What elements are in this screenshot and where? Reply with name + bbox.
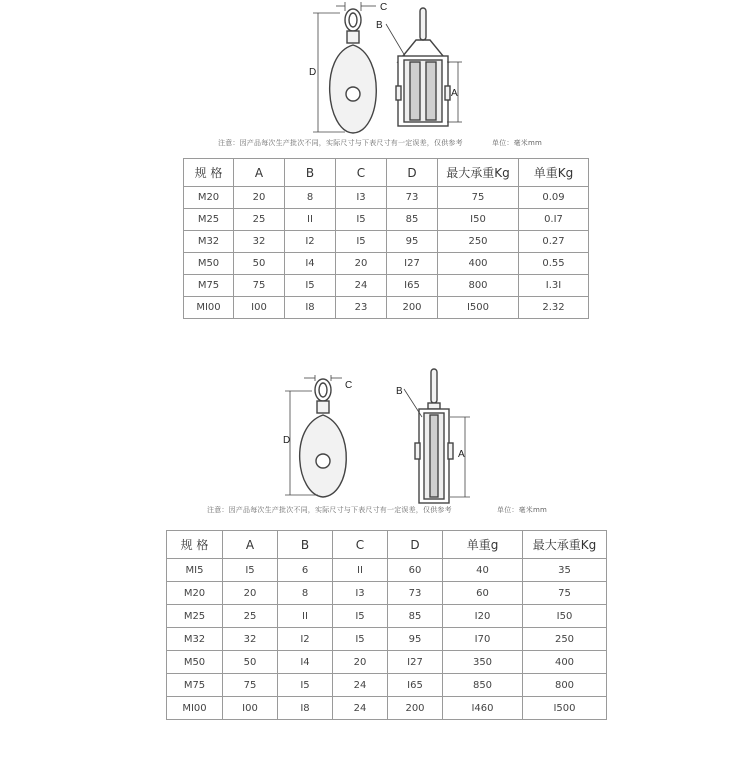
table-cell: M50 — [167, 651, 223, 674]
table-cell: M75 — [167, 674, 223, 697]
table-row — [184, 253, 589, 275]
pulley-front-view — [300, 379, 347, 497]
table-row — [167, 674, 607, 697]
table-cell: 400 — [438, 253, 519, 275]
tolerance-note: 注意：因产品每次生产批次不同，实际尺寸与下表尺寸有一定误差，仅供参考 — [207, 506, 452, 514]
table-cell: 85 — [388, 605, 443, 628]
label-c: C — [345, 380, 353, 391]
table-cell: 75 — [223, 674, 278, 697]
table-cell: 250 — [523, 628, 607, 651]
table-row — [184, 231, 589, 253]
table-cell: II — [285, 209, 336, 231]
table-cell: I8 — [285, 297, 336, 319]
unit-note: 单位：毫米mm — [497, 506, 548, 514]
table-cell: M25 — [167, 605, 223, 628]
table-cell: 0.27 — [519, 231, 589, 253]
table-row — [184, 297, 589, 319]
table-cell: 95 — [388, 628, 443, 651]
table-cell: I.3I — [519, 275, 589, 297]
table-cell: I65 — [388, 674, 443, 697]
table-cell: I3 — [336, 187, 387, 209]
table-cell: 0.55 — [519, 253, 589, 275]
single-pulley-dimension-drawing — [0, 365, 750, 505]
table-cell: 2.32 — [519, 297, 589, 319]
table-cell: I00 — [223, 697, 278, 720]
table-cell: M75 — [184, 275, 234, 297]
table-cell: 60 — [443, 582, 523, 605]
table-cell: I500 — [438, 297, 519, 319]
table-cell: 20 — [234, 187, 285, 209]
table-cell: I460 — [443, 697, 523, 720]
table-cell: I5 — [278, 674, 333, 697]
table-cell: I8 — [278, 697, 333, 720]
table-cell: 23 — [336, 297, 387, 319]
header-cell: 最大承重Kg — [438, 159, 519, 187]
table-cell: I2 — [285, 231, 336, 253]
header-cell: B — [285, 159, 336, 187]
table-cell: 40 — [443, 559, 523, 582]
table-row — [167, 605, 607, 628]
header-cell: 规 格 — [184, 159, 234, 187]
table-cell: 75 — [438, 187, 519, 209]
header-cell: D — [388, 531, 443, 559]
table-cell: I5 — [333, 628, 388, 651]
table-cell: 24 — [333, 697, 388, 720]
table-cell: II — [333, 559, 388, 582]
table-cell: 32 — [234, 231, 285, 253]
table-cell: 800 — [523, 674, 607, 697]
label-c: C — [380, 2, 388, 13]
table-cell: 8 — [285, 187, 336, 209]
label-d: D — [283, 435, 291, 446]
table-header-row — [167, 531, 607, 559]
table-cell: I27 — [388, 651, 443, 674]
spec-table — [166, 530, 607, 720]
table-cell: I27 — [387, 253, 438, 275]
table-cell: 200 — [388, 697, 443, 720]
table-cell: 0.I7 — [519, 209, 589, 231]
header-cell: C — [333, 531, 388, 559]
header-cell: 单重g — [443, 531, 523, 559]
table-cell: II — [278, 605, 333, 628]
table-cell: I00 — [234, 297, 285, 319]
table-row — [184, 187, 589, 209]
table-cell: I500 — [523, 697, 607, 720]
header-cell: B — [278, 531, 333, 559]
table-cell: I5 — [333, 605, 388, 628]
table-row — [167, 628, 607, 651]
table-cell: 850 — [443, 674, 523, 697]
header-cell: 最大承重Kg — [523, 531, 607, 559]
header-cell: D — [387, 159, 438, 187]
table-cell: I4 — [285, 253, 336, 275]
table-cell: 75 — [234, 275, 285, 297]
header-cell: C — [336, 159, 387, 187]
table-cell: 24 — [333, 674, 388, 697]
table-cell: 60 — [388, 559, 443, 582]
pulley-front-view — [330, 9, 377, 133]
spec-block-single-pulley — [0, 365, 750, 758]
table-cell: I3 — [333, 582, 388, 605]
table-cell: I50 — [523, 605, 607, 628]
table-row — [184, 209, 589, 231]
spec-table — [183, 158, 589, 319]
table-cell: M32 — [167, 628, 223, 651]
table-cell: 250 — [438, 231, 519, 253]
tolerance-note: 注意：因产品每次生产批次不同，实际尺寸与下表尺寸有一定误差，仅供参考 — [218, 139, 463, 147]
table-cell: 25 — [223, 605, 278, 628]
table-cell: 50 — [234, 253, 285, 275]
table-cell: 6 — [278, 559, 333, 582]
table-cell: 24 — [336, 275, 387, 297]
table-row — [184, 275, 589, 297]
table-cell: M25 — [184, 209, 234, 231]
table-cell: 85 — [387, 209, 438, 231]
pulley-side-view — [415, 369, 453, 503]
table-cell: 95 — [387, 231, 438, 253]
label-d: D — [309, 67, 317, 78]
double-pulley-dimension-drawing — [0, 0, 750, 135]
table-cell: 20 — [336, 253, 387, 275]
table-cell: M50 — [184, 253, 234, 275]
table-cell: 73 — [387, 187, 438, 209]
table-row — [167, 559, 607, 582]
table-cell: I50 — [438, 209, 519, 231]
table-cell: 25 — [234, 209, 285, 231]
table-cell: 50 — [223, 651, 278, 674]
table-cell: I2 — [278, 628, 333, 651]
header-cell: 单重Kg — [519, 159, 589, 187]
label-a: A — [458, 449, 465, 460]
table-cell: M20 — [167, 582, 223, 605]
table-cell: I4 — [278, 651, 333, 674]
table-row — [167, 582, 607, 605]
table-cell: 200 — [387, 297, 438, 319]
table-cell: I5 — [223, 559, 278, 582]
table-cell: 32 — [223, 628, 278, 651]
table-row — [167, 651, 607, 674]
table-cell: 800 — [438, 275, 519, 297]
table-header-row — [184, 159, 589, 187]
table-cell: MI00 — [184, 297, 234, 319]
table-cell: I65 — [387, 275, 438, 297]
table-cell: 73 — [388, 582, 443, 605]
table-cell: I5 — [285, 275, 336, 297]
header-cell: A — [223, 531, 278, 559]
header-cell: A — [234, 159, 285, 187]
table-cell: I5 — [336, 231, 387, 253]
label-b: B — [396, 386, 403, 397]
table-cell: 35 — [523, 559, 607, 582]
table-cell: 400 — [523, 651, 607, 674]
table-cell: MI5 — [167, 559, 223, 582]
label-a: A — [451, 88, 458, 99]
table-cell: M20 — [184, 187, 234, 209]
table-cell: 75 — [523, 582, 607, 605]
table-cell: I70 — [443, 628, 523, 651]
table-cell: 8 — [278, 582, 333, 605]
pulley-side-view — [396, 8, 450, 126]
spec-block-double-pulley — [0, 0, 750, 330]
table-cell: 350 — [443, 651, 523, 674]
table-cell: 0.09 — [519, 187, 589, 209]
label-b: B — [376, 20, 383, 31]
header-cell: 规 格 — [167, 531, 223, 559]
table-cell: MI00 — [167, 697, 223, 720]
table-cell: I5 — [336, 209, 387, 231]
table-cell: I20 — [443, 605, 523, 628]
table-cell: M32 — [184, 231, 234, 253]
table-cell: 20 — [333, 651, 388, 674]
table-row — [167, 697, 607, 720]
unit-note: 单位：毫米mm — [492, 139, 543, 147]
table-cell: 20 — [223, 582, 278, 605]
